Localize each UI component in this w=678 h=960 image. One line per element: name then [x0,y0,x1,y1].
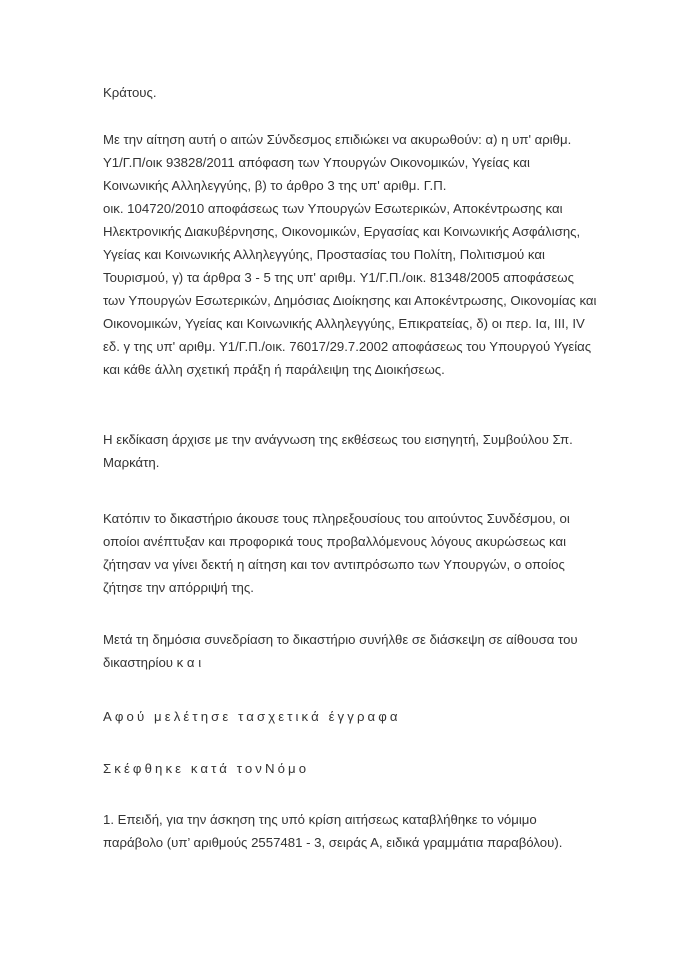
paragraph-1-line-5: Υγείας και Κοινωνικής Αλληλεγγύης, Προστασίας του Πολίτη, Πολιτισμού και [103,247,545,262]
paragraph-2-line-1: Μαρκάτη. [103,455,160,470]
paragraph-3-line-3: ζήτησε την απόρριψή της. [103,580,254,595]
heading-considered-law: Σκέφθηκε κατά τονΝόμο [103,761,310,776]
paragraph-3-line-2: ζήτησαν να γίνει δεκτή η αίτηση και τον αντιπρόσωπο των Υπουργών, ο οποίος [103,557,565,572]
paragraph-2-line-0: Η εκδίκαση άρχισε με την ανάγνωση της εκθέσεως του εισηγητή, Συμβούλου Σπ. [103,432,573,447]
paragraph-3-line-0: Κατόπιν το δικαστήριο άκουσε τους πληρεξουσίους του αιτούντος Συνδέσμου, οι [103,511,570,526]
paragraph-4-line-1: δικαστηρίου κ α ι [103,655,202,670]
paragraph-0-line-0: Κράτους. [103,85,157,100]
paragraph-1-line-8: Οικονομικών, Υγείας και Κοινωνικής Αλληλεγγύης, Επικρατείας, δ) οι περ. Ια, ΙΙΙ, ΙV [103,316,585,331]
paragraph-7-line-0: 1. Επειδή, για την άσκηση της υπό κρίση αιτήσεως καταβλήθηκε το νόμιμο [103,812,537,827]
paragraph-1-line-2: Κοινωνικής Αλληλεγγύης, β) το άρθρο 3 της υπ' αριθμ. Γ.Π. [103,178,447,193]
paragraph-3-line-1: οποίοι ανέπτυξαν και προφορικά τους προβαλλόμενους λόγους ακυρώσεως και [103,534,567,549]
paragraph-1-line-6: Τουρισμού, γ) τα άρθρα 3 - 5 της υπ' αριθμ. Υ1/Γ.Π./οικ. 81348/2005 αποφάσεως [103,270,574,285]
paragraph-1-line-9: εδ. γ της υπ' αριθμ. Υ1/Γ.Π./οικ. 76017/29.7.2002 αποφάσεως του Υπουργού Υγείας [103,339,592,354]
paragraph-4-line-0: Μετά τη δημόσια συνεδρίαση το δικαστήριο συνήλθε σε διάσκεψη σε αίθουσα του [103,632,578,647]
paragraph-1-line-3: οικ. 104720/2010 αποφάσεως των Υπουργών Εσωτερικών, Αποκέντρωσης και [103,201,563,216]
paragraph-1-line-1: Υ1/Γ.Π/οικ 93828/2011 απόφαση των Υπουργών Οικονομικών, Υγείας και [103,155,530,170]
paragraph-1-line-10: και κάθε άλλη σχετική πράξη ή παράλειψη της Διοικήσεως. [103,362,445,377]
heading-read-documents: Αφού μελέτησε τασχετικά έγγραφα [103,709,401,724]
paragraph-7-line-1: παράβολο (υπ’ αριθμούς 2557481 - 3, σειράς Α, ειδικά γραμμάτια παραβόλου). [103,835,563,850]
paragraph-1-line-0: Με την αίτηση αυτή ο αιτών Σύνδεσμος επιδιώκει να ακυρωθούν: α) η υπ' αριθμ. [103,132,572,147]
paragraph-1-line-4: Ηλεκτρονικής Διακυβέρνησης, Οικονομικών, Εργασίας και Κοινωνικής Ασφάλισης, [103,224,581,239]
paragraph-1-line-7: των Υπουργών Εσωτερικών, Δημόσιας Διοίκησης και Αποκέντρωσης, Οικονομίας και [103,293,597,308]
